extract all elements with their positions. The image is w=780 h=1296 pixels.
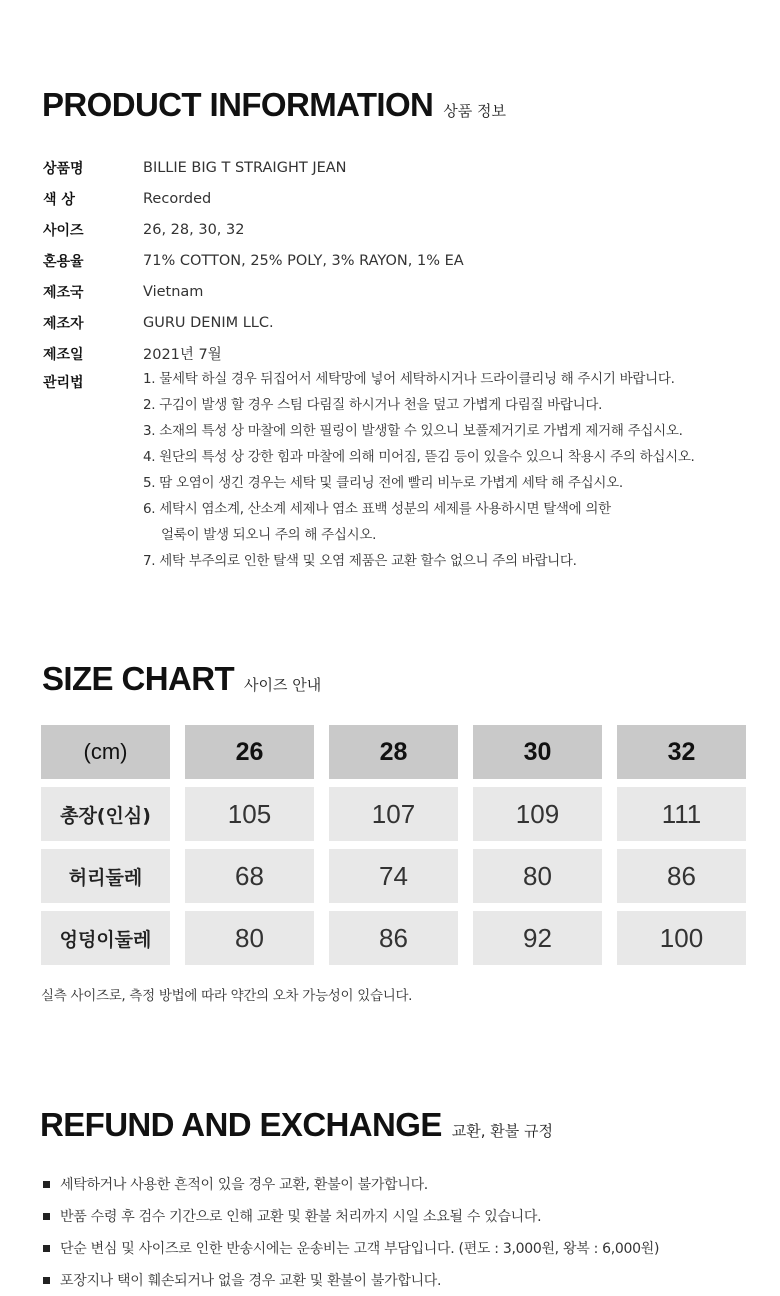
info-row-care [43, 369, 753, 574]
info-value: 71% COTTON, 25% POLY, 3% RAYON, 1% EA [143, 252, 464, 269]
square-bullet-icon [43, 1277, 50, 1284]
refund-title-ko: 교환, 환불 규정 [451, 1122, 553, 1140]
care-item: 얼룩이 발생 되오니 주의 해 주십시오. [161, 527, 377, 543]
info-label: 상품명 [43, 160, 84, 177]
square-bullet-icon [43, 1213, 50, 1220]
info-row-country [43, 276, 753, 307]
size-row-length [41, 787, 746, 841]
refund-title-en: REFUND AND EXCHANGE [40, 1106, 442, 1143]
info-row-size [43, 214, 753, 245]
info-label: 사이즈 [43, 222, 84, 239]
info-value: BILLIE BIG T STRAIGHT JEAN [143, 159, 347, 176]
care-item: 7. 세탁 부주의로 인한 탈색 및 오염 제품은 교환 할수 없으니 주의 바랍니다. [143, 553, 577, 569]
care-instructions-list [143, 366, 695, 574]
measure-value-cell: 92 [473, 911, 602, 965]
size-row-waist [41, 849, 746, 903]
size-header-cell: 28 [329, 725, 458, 779]
measure-value-cell: 80 [473, 849, 602, 903]
size-chart-title-ko: 사이즈 안내 [244, 676, 322, 694]
info-label: 제조국 [43, 284, 84, 301]
product-info-title-ko: 상품 정보 [443, 102, 507, 120]
size-chart-title [42, 660, 321, 698]
measure-value-cell: 74 [329, 849, 458, 903]
measure-label-cell: 총장(인심) [41, 787, 170, 841]
size-header-cell: 26 [185, 725, 314, 779]
size-chart-table [41, 725, 746, 973]
refund-item [43, 1264, 659, 1296]
info-value: 2021년 7월 [143, 347, 222, 363]
care-item: 1. 물세탁 하실 경우 뒤집어서 세탁망에 넣어 세탁하시거나 드라이클리닝 해 주시기 바랍니다. [143, 371, 675, 387]
info-value: GURU DENIM LLC. [143, 314, 274, 331]
measure-label-cell: 허리둘레 [41, 849, 170, 903]
care-item: 5. 땀 오염이 생긴 경우는 세탁 및 클리닝 전에 빨리 비누로 가볍게 세탁 해 주십시오. [143, 475, 623, 491]
measure-label-cell: 엉덩이둘레 [41, 911, 170, 965]
measure-value-cell: 86 [617, 849, 746, 903]
measure-value-cell: 111 [617, 787, 746, 841]
info-value: Recorded [143, 190, 212, 207]
size-header-row [41, 725, 746, 779]
refund-item [43, 1232, 659, 1264]
info-row-manufacturer [43, 307, 753, 338]
size-chart-title-en: SIZE CHART [42, 660, 235, 697]
info-row-color [43, 183, 753, 214]
size-chart-note: 실측 사이즈로, 측정 방법에 따라 약간의 오차 가능성이 있습니다. [41, 988, 413, 1004]
measure-value-cell: 68 [185, 849, 314, 903]
info-label: 제조일 [43, 346, 84, 363]
refund-item [43, 1168, 659, 1200]
measure-value-cell: 86 [329, 911, 458, 965]
refund-item [43, 1200, 659, 1232]
refund-item-text: 반품 수령 후 검수 기간으로 인해 교환 및 환불 처리까지 시일 소요될 수 있습니다. [60, 1209, 542, 1225]
product-info-title [42, 86, 506, 124]
info-row-material [43, 245, 753, 276]
info-label: 관리법 [43, 375, 84, 391]
measure-value-cell: 107 [329, 787, 458, 841]
info-value: 26, 28, 30, 32 [143, 221, 245, 238]
size-header-cell: 32 [617, 725, 746, 779]
refund-item-text: 포장지나 택이 훼손되거나 없을 경우 교환 및 환불이 불가합니다. [60, 1273, 442, 1289]
info-value: Vietnam [143, 283, 204, 300]
square-bullet-icon [43, 1245, 50, 1252]
care-item: 2. 구김이 발생 할 경우 스팀 다림질 하시거나 천을 덮고 가볍게 다림질 바랍니다. [143, 397, 603, 413]
info-row-name [43, 152, 753, 183]
size-header-cell: 30 [473, 725, 602, 779]
measure-value-cell: 105 [185, 787, 314, 841]
info-label: 색 상 [43, 191, 75, 208]
info-label: 혼용율 [43, 253, 84, 270]
refund-item-text: 단순 변심 및 사이즈로 인한 반송시에는 운송비는 고객 부담입니다. (편도 : 3,000원, 왕복 : 6,000원) [60, 1241, 660, 1257]
square-bullet-icon [43, 1181, 50, 1188]
size-row-hip [41, 911, 746, 965]
info-row-date [43, 338, 753, 369]
care-item: 6. 세탁시 염소계, 산소계 세제나 염소 표백 성분의 세제를 사용하시면 탈색에 의한 [143, 501, 611, 517]
refund-policy-list [43, 1168, 659, 1296]
measure-value-cell: 109 [473, 787, 602, 841]
info-label: 제조자 [43, 315, 84, 332]
product-info-title-en: PRODUCT INFORMATION [42, 86, 434, 123]
unit-header-cell: (cm) [41, 725, 170, 779]
care-item: 3. 소재의 특성 상 마찰에 의한 필링이 발생할 수 있으니 보풀제거기로 가볍게 제거해 주십시오. [143, 423, 683, 439]
measure-value-cell: 100 [617, 911, 746, 965]
refund-item-text: 세탁하거나 사용한 흔적이 있을 경우 교환, 환불이 불가합니다. [60, 1177, 428, 1193]
measure-value-cell: 80 [185, 911, 314, 965]
care-item: 4. 원단의 특성 상 강한 힘과 마찰에 의해 미어짐, 뜯김 등이 있을수 있으니 착용시 주의 하십시오. [143, 449, 695, 465]
product-info-table [43, 152, 753, 574]
refund-title [40, 1106, 553, 1144]
